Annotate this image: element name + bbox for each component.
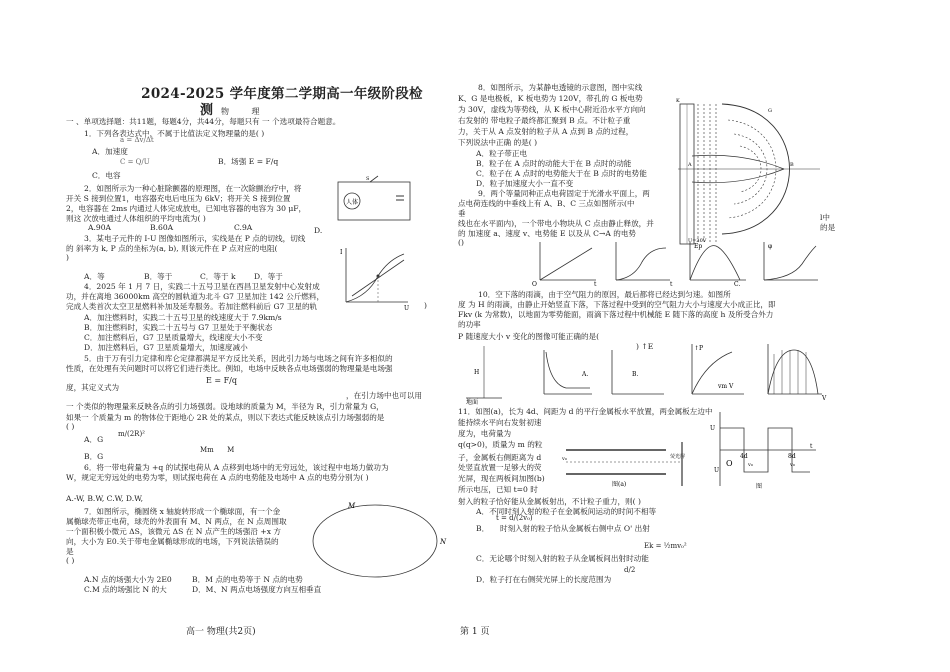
page-subtitle: 测 物 理 (200, 103, 270, 118)
q11-formula-b: t = d/(2v₀) (496, 514, 533, 522)
q5-line4: 一 个类似的物理量来反映各点的引力场强弱。设地球的质量为 M，半径为 R，引力常量为 G， (66, 402, 384, 411)
q11-option-a: A．不同时刻入射的粒子在金属板间运动的时间不相等 (476, 507, 657, 516)
q5-line3: 度，其定义式为 (66, 383, 120, 392)
q2-line2: 开关 S 接到位置1，电容器充电后电压为 6kV；将开关 S 接到位置 (66, 194, 291, 203)
footer-page: 第 1 页 (460, 627, 490, 637)
svg-text:G: G (768, 108, 772, 114)
svg-text:地面: 地面 (466, 399, 479, 406)
q4-line4: ) (424, 301, 427, 310)
q6-line1: 6．将一带电荷量为 +q 的试探电荷从 A 点移到电场中的无穷远处，该过程中电场力做功为 (84, 463, 389, 472)
svg-text:U: U (710, 425, 716, 432)
q7-line6: ( ) (66, 556, 75, 565)
svg-text:t: t (594, 281, 597, 288)
q8-option-a: A．粒子带正电 (476, 149, 528, 158)
q8-line1: 8．如图所示，为某静电透镜的示意图，图中实线 (478, 83, 643, 92)
q7-option-c: C.M 点的场强比 N 的大 (84, 585, 167, 594)
q11-line7: 光屏，现在两板间加图(b) (458, 474, 545, 483)
svg-text:φ: φ (768, 243, 773, 250)
q9-graph-a (532, 242, 597, 288)
q10-graph-options (462, 340, 846, 404)
svg-text:4d: 4d (740, 453, 748, 460)
q10-line3: Fkv (k 为常数)，以地面为零势能面，雨滴下落过程中机械能 E 随下落的高度 h 及所受合外力 (458, 310, 774, 319)
q5-line3b: ，在引力场中也可以用 (346, 391, 422, 400)
q10-line1: 10．空下落的雨滴，由于空气阻力的原因，最后都将已经达到匀速。如图所 (478, 290, 731, 299)
q3-line3: ) (66, 253, 69, 262)
q3-option-b: B．等于 (144, 272, 173, 281)
svg-text:vm V: vm V (718, 383, 734, 390)
svg-text:B: B (790, 162, 794, 168)
svg-text:N: N (440, 538, 447, 546)
q7-option-a: A.N 点的场强大小为 2E0 (84, 575, 172, 584)
q8-line6: 下列说法中正确 的是( ) (458, 138, 538, 147)
q3-line1: 3．某电子元件的 I-U 图像如图所示，实线是在 P 点的切线，切线 (84, 234, 306, 243)
svg-text:荧光屏: 荧光屏 (670, 454, 686, 460)
svg-text:O: O (726, 459, 733, 468)
svg-text:H: H (474, 369, 480, 376)
q11-line9: 射入的粒子恰好能从金属板射出，不计粒子重力，则( ) (458, 497, 641, 506)
q2-option-c: C.9A (234, 223, 253, 232)
svg-text:Ep: Ep (694, 243, 703, 250)
q10-line6: ) ↑E (636, 342, 654, 351)
q2-option-b: B.60A (150, 223, 174, 232)
iu-graph (338, 246, 410, 312)
q3-line2: 的 斜率为 k, P 点的坐标为(a, b), 则该元件在 P 点对应的电阻( (66, 244, 278, 253)
svg-text:U: U (404, 305, 410, 312)
svg-text:U=30V: U=30V (688, 238, 707, 244)
svg-text:B.: B. (632, 371, 639, 378)
svg-text:t: t (670, 281, 673, 288)
q8-option-c: C．粒子在 A 点时的电势能大于在 B 点时的电势能 (476, 169, 647, 178)
page-title: 2024-2025 学年度第二学期高一年级阶段检 (141, 86, 423, 102)
q5-line2: 性质，在处理有关问题时可以将它们进行类比。例如，电场中反映各点电场强弱的物理量是电场强 (66, 364, 393, 373)
q10-line2: 度 为 H 的雨滴，由静止开始竖直下落，下落过程中受到的空气阻力大小与速度大小成正比，即 (458, 300, 776, 309)
q11-line8: 所示电压，已知 t=0 时 (458, 485, 538, 494)
q5-option-a: A．G (84, 435, 104, 444)
q2-line1: 2．如图所示为一种心脏除颤器的原理图，在一次除颤治疗中，将 (84, 184, 302, 193)
q11-option-b: B． (476, 524, 490, 533)
q3-option-c: C．等于 k (200, 272, 236, 281)
svg-text:M: M (348, 502, 356, 510)
svg-text:t: t (810, 443, 813, 450)
svg-text:人体: 人体 (346, 199, 359, 206)
svg-text:V: V (822, 395, 827, 402)
q5-option-b: B．G (84, 452, 104, 461)
q11-line4: q(q>0)，质量为 m 的粒 (458, 440, 543, 449)
q11-line5: 子，金属板右侧距离为 d (458, 453, 542, 462)
svg-text:U: U (714, 467, 720, 474)
q4-line3: 完成人类首次太空卫星燃料补加及延寿服务。若加注燃料前后 G7 卫星的轨 (66, 302, 318, 311)
q4-option-d: D．加注燃料后，G7 卫星质量增大，加速度减小 (84, 343, 248, 352)
q1-formula-a: a = Δv/Δt (120, 136, 154, 144)
q8-line2: K、G 是电极板，K 板电势为 120V，带孔的 G 板电势 (458, 94, 643, 103)
q7-option-b: B．M 点的电势等于 N 点的电势 (192, 575, 303, 584)
q9-line4: 线也在水平面内)，一个带电小物块从 C 点由静止释放，并 (458, 219, 654, 228)
q8-option-b: B．粒子在 A 点时的动能大于在 B 点时的动能 (476, 159, 632, 168)
svg-text:A: A (688, 162, 692, 168)
svg-text:S: S (366, 176, 370, 182)
q7-line2: 属椭球壳带正电荷，球壳的外表面有 M、N 两点，在 N 点周围取 (66, 517, 287, 526)
ellipsoid-diagram (300, 496, 450, 586)
q8-line5: 力，关于从 A 点发射的粒子从 A 点到 B 点的过程， (458, 127, 634, 136)
q9-graph-b (616, 242, 673, 288)
q5-line5: 如果一 个质量为 m 的物体位于距地心 2R 处的某点，则以下表达式能反映该点引力场强弱的是 (66, 413, 385, 422)
q8-line3: 为 30V，虚线为等势线，从 K 板中心附近沿水平方向向 (458, 105, 646, 114)
q1-formula-c: C = Q/U (120, 158, 150, 166)
q7-line4: 向，大小为 E0.关于带电金属椭球形成的电场，下列说法错误的 (66, 537, 279, 546)
q2-line3: 2，电容器在 2ms 内通过人体完成放电，已知电容器的电容为 30 μF， (66, 204, 307, 213)
q4-line2: 功，并在离地 36000km 高空的圆轨道为北斗 G7 卫星加注 142 公斤燃料， (66, 292, 325, 301)
svg-text:8d: 8d (788, 453, 796, 460)
q11-formula-d: d/2 (624, 566, 636, 574)
defibrillator-circuit-diagram (330, 174, 420, 226)
svg-text:C.: C. (734, 281, 741, 288)
svg-text:v₀: v₀ (790, 462, 795, 468)
q9-right-text1: l中 (820, 213, 831, 222)
svg-text:v₀: v₀ (748, 462, 753, 468)
q3-option-d: D．等于 (254, 272, 283, 281)
q11-formula-c: Ek = ½mv₀² (644, 542, 687, 550)
q10-raindrop-figure (466, 346, 502, 406)
svg-text:↑P: ↑P (694, 345, 704, 352)
svg-text:O: O (532, 281, 537, 288)
q6-options: A.-W, B.W, C.W, D.W, (66, 494, 144, 503)
q11-plates-figure-a (562, 440, 690, 490)
q11-line3: 度为，电荷量为 (458, 429, 512, 438)
q1-stem: 1．下列各表达式中，不属于比值法定义物理量的是( ) (84, 129, 265, 138)
q11-option-b2: 时刻入射的粒子恰从金属板右侧中点 O' 出射 (500, 524, 650, 533)
q6-line2: W，规定无穷远处的电势为零，则试探电荷在 A 点的电势能及电场中 A 点的电势分别为( ) (66, 473, 369, 482)
q7-line1: 7．如图所示，椭圆绕 x 轴旋转形成一个椭球面，有一个金 (84, 507, 281, 516)
q11-voltage-graph-b (710, 410, 820, 492)
q9-graph-options (530, 238, 820, 286)
q9-line1: 9．两个等量同种正点电荷固定于光滑水平面上，两 (478, 189, 650, 198)
q5-formula-e: E = F/q (206, 376, 237, 385)
q11-line6: 处竖直放置一足够大的荧 (458, 463, 542, 472)
q9-line6: () (458, 238, 464, 247)
q9-line5: 的 加速度 a、速度 v、电势能 E 以及从 C→A 的电势 (458, 229, 637, 238)
q4-option-a: A．加注燃料时，实践二十五号卫星的线速度大于 7.9km/s (84, 313, 282, 322)
q7-line3: 一个面积极小微元 ΔS，该微元 ΔS 在 N 点产生的场强沿 +x 方 (66, 527, 282, 536)
q1-option-a: A．加速度 (92, 147, 128, 156)
electrostatic-lens-diagram (672, 94, 822, 250)
q7-line5: 是 (66, 547, 74, 556)
q10-graph-d (768, 344, 827, 402)
q2-option-d: D. (314, 226, 323, 235)
q9-line2: 点电荷连线的中垂线上有 A、B、C 三点如图所示(中 (458, 199, 635, 208)
q11-line2: 能持续水平向右发射初速 (458, 418, 542, 427)
svg-text:图: 图 (756, 483, 763, 490)
q4-option-c: C．加注燃料后，G7 卫星质量增大，线速度大小不变 (84, 333, 263, 342)
q10-graph-c (692, 344, 744, 394)
q9-graph-c (690, 242, 746, 288)
svg-text:A.: A. (582, 371, 589, 378)
q9-line3: 垂 (458, 209, 466, 218)
q2-line4: 则这 次放电通过人体组织的平均电流为( ) (66, 214, 206, 223)
q10-line5: P 随速度大小 v 变化的图像可能正确的是( (458, 332, 600, 341)
q1-option-c: C．电容 (92, 171, 121, 180)
q5-formula-c: Mm M (200, 446, 235, 454)
section-heading: 一 、单项选择题：共11题，每题4分，共44分，每题只有 一 个选项最符合题意。 (66, 117, 341, 126)
svg-text:I: I (340, 249, 343, 256)
svg-text:v₀: v₀ (562, 456, 567, 462)
svg-text:图(a): 图(a) (612, 481, 627, 488)
q7-option-d: D．M、N 两点电场强度方向互相垂直 (192, 585, 322, 594)
q10-graph-a (544, 350, 592, 394)
q3-option-a: A．等 (84, 272, 105, 281)
q11-option-d: D．粒子打在右侧荧光屏上的长度范围为 (476, 575, 612, 584)
q11-option-c: C．无论哪个时刻入射的粒子从金属板间出射时动能 (476, 554, 649, 563)
q5-line6: ( ) (66, 422, 75, 431)
q11-line1: 11．如图(a)，长为 4d、间距为 d 的平行金属板水平放置，两金属板左边中 (458, 407, 713, 416)
svg-text:K: K (676, 98, 680, 104)
footer-subject: 高一 物理(共2页) (186, 627, 256, 637)
q4-option-b: B．加注燃料时，实践二十五号与 G7 卫星处于平衡状态 (84, 323, 273, 332)
q5-formula-a: m/(2R)² (118, 430, 145, 438)
q10-line4: 的功率 (458, 320, 481, 329)
q4-line1: 4．2025 年 1 月 7 日，实践二十五号卫星在西昌卫星发射中心发射成 (84, 282, 320, 291)
q9-graph-d (764, 242, 818, 280)
q10-graph-b (612, 350, 664, 394)
q8-line4: 右发射的 带电粒子最终都汇聚到 B 点。不计粒子重 (458, 116, 631, 125)
q1-option-b: B．场强 E = F/q (218, 157, 279, 166)
q2-option-a: A.90A (88, 223, 112, 232)
q5-line1: 5．由于万有引力定律和库仑定律都满足平方反比关系，因此引力场与电场之间有许多相似的 (84, 354, 393, 363)
q9-right-text2: 的是 (820, 223, 836, 232)
q8-option-d: D．粒子加速度大小一直不变 (476, 179, 574, 188)
